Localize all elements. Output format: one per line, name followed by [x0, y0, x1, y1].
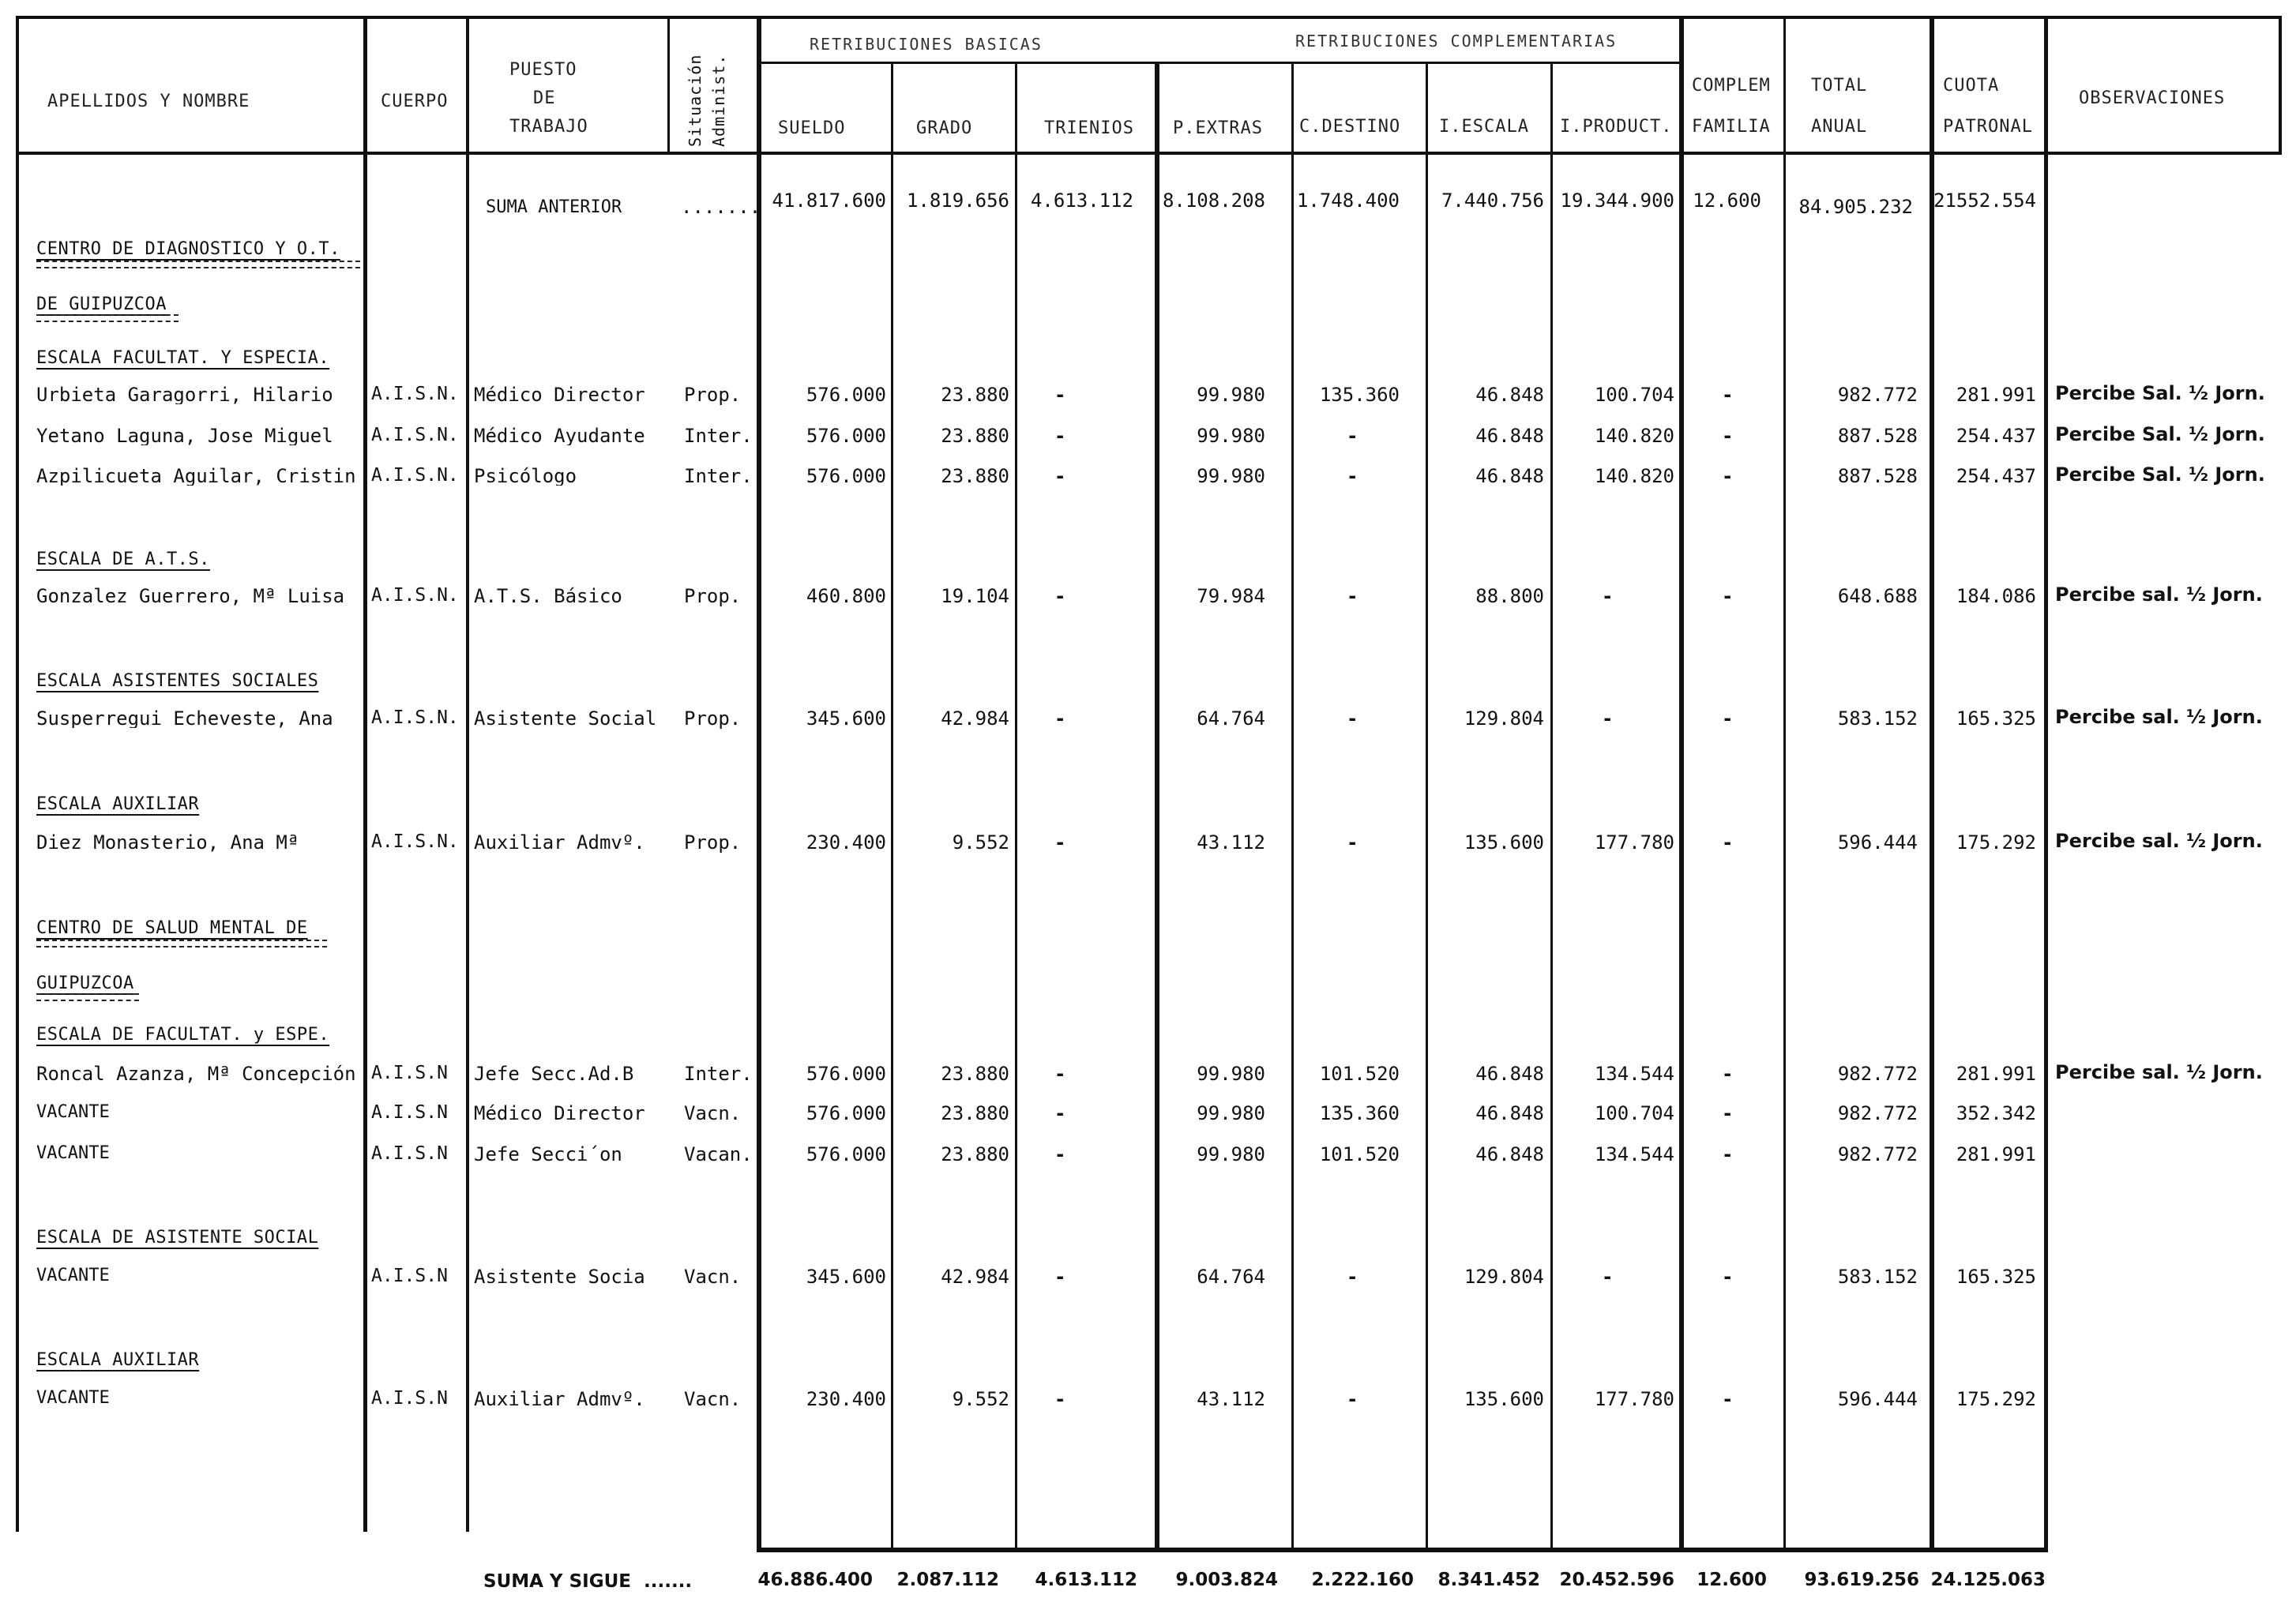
row-grado: 23.880 [941, 1143, 1009, 1165]
row-total: 982.772 [1837, 384, 1918, 406]
section-centro-diagnostico: CENTRO DE DIAGNOSTICO Y O.T. [36, 239, 340, 259]
row-complem-dash: - [1722, 425, 1734, 447]
escala-auxiliar-1: ESCALA AUXILIAR [36, 794, 200, 814]
row-cdestino-dash: - [1347, 1388, 1358, 1410]
row-situacion: Prop. [684, 585, 742, 607]
row-cuerpo: A.I.S.N. [371, 385, 459, 403]
row-trienios-dash: - [1054, 831, 1066, 854]
col-header-situacion-2: Administ. [709, 54, 728, 147]
row-nombre: Yetano Laguna, Jose Miguel [36, 426, 333, 445]
col-header-total-1: TOTAL [1811, 76, 1868, 96]
row-puesto: A.T.S. Básico [474, 587, 622, 606]
section-centro-salud-mental: CENTRO DE SALUD MENTAL DE [36, 918, 308, 938]
row-total: 982.772 [1837, 1063, 1918, 1085]
row-sueldo: 230.400 [806, 831, 886, 854]
row-total: 887.528 [1837, 465, 1918, 487]
row-puesto: Psicólogo [474, 467, 577, 486]
suma-sigue-total: 93.619.256 [1804, 1570, 1919, 1590]
row-grado: 23.880 [941, 384, 1009, 406]
col-header-puesto-3: TRABAJO [509, 117, 588, 137]
col-header-c-destino: C.DESTINO [1299, 117, 1401, 137]
row-complem-dash: - [1722, 707, 1734, 730]
col-header-cuota-2: PATRONAL [1943, 117, 2033, 137]
suma-sigue-cdestino: 2.222.160 [1311, 1570, 1414, 1590]
col-header-trienios: TRIENIOS [1044, 118, 1134, 138]
col-header-apellidos: APELLIDOS Y NOMBRE [47, 92, 250, 111]
row-nombre: VACANTE [36, 1390, 110, 1407]
row-cdestino: 135.360 [1319, 1102, 1400, 1124]
group-header-basicas: RETRIBUCIONES BASICAS [810, 35, 1043, 54]
row-cuota: 352.342 [1956, 1102, 2036, 1124]
suma-anterior-cdestino: 1.748.400 [1296, 189, 1400, 212]
row-total: 982.772 [1837, 1102, 1918, 1124]
row-complem-dash: - [1722, 1266, 1734, 1288]
section-centro-diagnostico-2: DE GUIPUZCOA [36, 295, 167, 314]
row-trienios-dash: - [1054, 585, 1066, 607]
suma-sigue-cuota: 24.125.063 [1930, 1570, 2046, 1590]
row-nombre: Urbieta Garagorri, Hilario [36, 385, 333, 404]
row-puesto: Auxiliar Admvº. [474, 1390, 645, 1409]
row-sueldo: 576.000 [806, 1143, 886, 1165]
col-header-puesto-1: PUESTO [509, 60, 577, 80]
row-trienios-dash: - [1054, 425, 1066, 447]
row-complem-dash: - [1722, 585, 1734, 607]
row-puesto: Médico Director [474, 1104, 645, 1123]
row-iproduct: 177.780 [1594, 1388, 1674, 1410]
suma-sigue-sueldo: 46.886.400 [757, 1570, 873, 1590]
row-puesto: Jefe Secc.Ad.B [474, 1064, 634, 1083]
row-iproduct: 100.704 [1594, 1102, 1674, 1124]
row-grado: 23.880 [941, 1102, 1009, 1124]
suma-sigue-label: SUMA Y SIGUE [483, 1571, 631, 1592]
suma-sigue-pextras: 9.003.824 [1175, 1570, 1278, 1590]
row-cuota: 281.991 [1956, 1143, 2036, 1165]
row-nombre: Diez Monasterio, Ana Mª [36, 833, 299, 852]
row-nombre: Roncal Azanza, Mª Concepción [36, 1064, 356, 1083]
escala-facultat-2: ESCALA DE FACULTAT. y ESPE. [36, 1025, 330, 1045]
row-iproduct: 140.820 [1594, 465, 1674, 487]
row-puesto: Asistente Social [474, 709, 657, 728]
row-sueldo: 230.400 [806, 1388, 886, 1410]
suma-sigue-iescala: 8.341.452 [1437, 1570, 1540, 1590]
escala-ats: ESCALA DE A.T.S. [36, 550, 210, 569]
escala-asistente-social: ESCALA DE ASISTENTE SOCIAL [36, 1228, 319, 1248]
suma-anterior-iescala: 7.440.756 [1441, 189, 1544, 212]
row-situacion: Vacan. [684, 1143, 753, 1165]
row-situacion: Inter. [684, 425, 753, 447]
row-iproduct: 140.820 [1594, 425, 1674, 447]
suma-sigue-complem: 12.600 [1697, 1570, 1767, 1590]
row-puesto: Auxiliar Admvº. [474, 833, 645, 852]
row-trienios-dash: - [1054, 1063, 1066, 1085]
row-situacion: Prop. [684, 707, 742, 730]
row-iescala: 46.848 [1475, 1063, 1544, 1085]
row-complem-dash: - [1722, 1063, 1734, 1085]
escala-facultat-1: ESCALA FACULTAT. Y ESPECIA. [36, 348, 330, 368]
escala-asistentes-sociales: ESCALA ASISTENTES SOCIALES [36, 671, 319, 691]
col-header-i-product: I.PRODUCT. [1560, 117, 1673, 137]
row-observaciones: Percibe Sal. ½ Jorn. [2055, 423, 2265, 445]
row-situacion: Vacn. [684, 1102, 742, 1124]
escala-auxiliar-2: ESCALA AUXILIAR [36, 1350, 200, 1370]
row-puesto: Médico Director [474, 385, 645, 404]
row-iescala: 129.804 [1464, 1266, 1544, 1288]
suma-anterior-complem: 12.600 [1693, 189, 1761, 212]
row-pextras: 99.980 [1197, 465, 1265, 487]
row-cuota: 184.086 [1956, 585, 2036, 607]
row-grado: 42.984 [941, 1266, 1009, 1288]
col-header-complem-2: FAMILIA [1692, 117, 1771, 137]
row-trienios-dash: - [1054, 1388, 1066, 1410]
col-header-total-2: ANUAL [1811, 117, 1868, 137]
col-header-situacion-1: Situación [686, 54, 705, 147]
row-cuota: 281.991 [1956, 1063, 2036, 1085]
row-trienios-dash: - [1054, 1102, 1066, 1124]
row-pextras: 79.984 [1197, 585, 1265, 607]
col-header-complem-1: COMPLEM [1692, 76, 1771, 96]
row-nombre: VACANTE [36, 1145, 110, 1162]
row-total: 596.444 [1837, 1388, 1918, 1410]
col-header-sueldo: SUELDO [778, 118, 846, 138]
row-total: 887.528 [1837, 425, 1918, 447]
row-situacion: Prop. [684, 384, 742, 406]
suma-anterior-dots: ....... [681, 196, 761, 218]
row-grado: 23.880 [941, 425, 1009, 447]
row-complem-dash: - [1722, 384, 1734, 406]
suma-anterior-trienios: 4.613.112 [1030, 189, 1133, 212]
row-puesto: Jefe Secci´on [474, 1145, 622, 1164]
row-cdestino-dash: - [1347, 707, 1358, 730]
row-iescala: 46.848 [1475, 384, 1544, 406]
row-cuerpo: A.I.S.N [371, 1104, 448, 1122]
row-cuerpo: A.I.S.N [371, 1267, 448, 1285]
row-pextras: 99.980 [1197, 425, 1265, 447]
row-cuota: 281.991 [1956, 384, 2036, 406]
suma-anterior-cuota: 21552.554 [1933, 189, 2036, 212]
row-cuerpo: A.I.S.N. [371, 426, 459, 445]
row-observaciones: Percibe sal. ½ Jorn. [2055, 706, 2263, 728]
row-cdestino: 101.520 [1319, 1143, 1400, 1165]
col-header-puesto-2: DE [533, 88, 556, 108]
row-complem-dash: - [1722, 465, 1734, 487]
row-grado: 23.880 [941, 1063, 1009, 1085]
row-observaciones: Percibe Sal. ½ Jorn. [2055, 463, 2265, 486]
row-cuota: 175.292 [1956, 831, 2036, 854]
row-sueldo: 576.000 [806, 465, 886, 487]
row-cuerpo: A.I.S.N. [371, 833, 459, 851]
row-cuerpo: A.I.S.N. [371, 587, 459, 605]
col-header-observaciones: OBSERVACIONES [2079, 88, 2226, 108]
row-sueldo: 576.000 [806, 1063, 886, 1085]
row-cuota: 254.437 [1956, 425, 2036, 447]
row-cdestino: 135.360 [1319, 384, 1400, 406]
row-grado: 42.984 [941, 707, 1009, 730]
suma-anterior-label: SUMA ANTERIOR [486, 197, 622, 217]
row-observaciones: Percibe sal. ½ Jorn. [2055, 830, 2263, 852]
row-observaciones: Percibe sal. ½ Jorn. [2055, 583, 2263, 606]
row-cdestino-dash: - [1347, 1266, 1358, 1288]
row-iescala: 46.848 [1475, 1143, 1544, 1165]
row-total: 583.152 [1837, 707, 1918, 730]
row-sueldo: 460.800 [806, 585, 886, 607]
row-situacion: Inter. [684, 1063, 753, 1085]
row-nombre: VACANTE [36, 1104, 110, 1121]
row-grado: 23.880 [941, 465, 1009, 487]
row-observaciones: Percibe sal. ½ Jorn. [2055, 1061, 2263, 1083]
row-pextras: 99.980 [1197, 384, 1265, 406]
row-cuota: 165.325 [1956, 707, 2036, 730]
row-trienios-dash: - [1054, 1266, 1066, 1288]
row-complem-dash: - [1722, 1388, 1734, 1410]
row-nombre: VACANTE [36, 1267, 110, 1285]
row-cdestino-dash: - [1347, 465, 1358, 487]
row-pextras: 99.980 [1197, 1102, 1265, 1124]
row-puesto: Médico Ayudante [474, 426, 645, 445]
row-complem-dash: - [1722, 831, 1734, 854]
suma-sigue-trienios: 4.613.112 [1035, 1570, 1137, 1590]
row-cdestino: 101.520 [1319, 1063, 1400, 1085]
row-iescala: 135.600 [1464, 1388, 1544, 1410]
row-pextras: 64.764 [1197, 707, 1265, 730]
row-cuerpo: A.I.S.N. [371, 709, 459, 727]
row-iescala: 46.848 [1475, 465, 1544, 487]
row-puesto: Asistente Socia [474, 1267, 645, 1286]
suma-sigue-dots: ....... [644, 1571, 693, 1592]
row-iproduct-dash: - [1602, 585, 1614, 607]
row-pextras: 43.112 [1197, 831, 1265, 854]
row-cuerpo: A.I.S.N [371, 1064, 448, 1083]
row-nombre: Azpilicueta Aguilar, Cristin [36, 467, 356, 486]
row-nombre: Gonzalez Guerrero, Mª Luisa [36, 587, 345, 606]
row-total: 648.688 [1837, 585, 1918, 607]
row-nombre: Susperregui Echeveste, Ana [36, 709, 333, 728]
row-pextras: 43.112 [1197, 1388, 1265, 1410]
row-situacion: Prop. [684, 831, 742, 854]
row-sueldo: 345.600 [806, 707, 886, 730]
row-iescala: 129.804 [1464, 707, 1544, 730]
suma-anterior-sueldo: 41.817.600 [772, 189, 886, 212]
row-complem-dash: - [1722, 1102, 1734, 1124]
row-total: 596.444 [1837, 831, 1918, 854]
col-header-cuota-1: CUOTA [1943, 76, 2000, 96]
row-pextras: 99.980 [1197, 1143, 1265, 1165]
row-grado: 9.552 [952, 1388, 1009, 1410]
group-header-complementarias: RETRIBUCIONES COMPLEMENTARIAS [1295, 32, 1618, 51]
suma-sigue-iproduct: 20.452.596 [1559, 1570, 1674, 1590]
suma-anterior-grado: 1.819.656 [906, 189, 1009, 212]
row-situacion: Vacn. [684, 1266, 742, 1288]
row-trienios-dash: - [1054, 707, 1066, 730]
row-iproduct: 134.544 [1594, 1143, 1674, 1165]
section-centro-salud-mental-2: GUIPUZCOA [36, 974, 134, 993]
row-iescala: 46.848 [1475, 1102, 1544, 1124]
row-trienios-dash: - [1054, 465, 1066, 487]
row-iproduct: 177.780 [1594, 831, 1674, 854]
row-grado: 19.104 [941, 585, 1009, 607]
row-total: 982.772 [1837, 1143, 1918, 1165]
row-total: 583.152 [1837, 1266, 1918, 1288]
row-cdestino-dash: - [1347, 585, 1358, 607]
row-iproduct: 100.704 [1594, 384, 1674, 406]
suma-anterior-total: 84.905.232 [1798, 196, 1913, 218]
row-cuota: 165.325 [1956, 1266, 2036, 1288]
suma-anterior-pextras: 8.108.208 [1162, 189, 1265, 212]
row-iescala: 135.600 [1464, 831, 1544, 854]
row-cuota: 175.292 [1956, 1388, 2036, 1410]
row-cuerpo: A.I.S.N [371, 1145, 448, 1163]
col-header-p-extras: P.EXTRAS [1173, 118, 1263, 138]
row-cuerpo: A.I.S.N [371, 1390, 448, 1408]
row-cuerpo: A.I.S.N. [371, 467, 459, 485]
row-trienios-dash: - [1054, 384, 1066, 406]
suma-sigue-grado: 2.087.112 [896, 1570, 999, 1590]
row-grado: 9.552 [952, 831, 1009, 854]
row-observaciones: Percibe Sal. ½ Jorn. [2055, 382, 2265, 404]
col-header-grado: GRADO [916, 118, 973, 138]
row-cuota: 254.437 [1956, 465, 2036, 487]
row-cdestino-dash: - [1347, 831, 1358, 854]
row-trienios-dash: - [1054, 1143, 1066, 1165]
suma-anterior-iproduct: 19.344.900 [1560, 189, 1674, 212]
row-cdestino-dash: - [1347, 425, 1358, 447]
row-iproduct-dash: - [1602, 1266, 1614, 1288]
row-sueldo: 345.600 [806, 1266, 886, 1288]
row-iproduct: 134.544 [1594, 1063, 1674, 1085]
row-iescala: 46.848 [1475, 425, 1544, 447]
row-situacion: Inter. [684, 465, 753, 487]
row-pextras: 64.764 [1197, 1266, 1265, 1288]
row-complem-dash: - [1722, 1143, 1734, 1165]
col-header-i-escala: I.ESCALA [1439, 117, 1529, 137]
row-iproduct-dash: - [1602, 707, 1614, 730]
row-sueldo: 576.000 [806, 384, 886, 406]
row-iescala: 88.800 [1475, 585, 1544, 607]
row-sueldo: 576.000 [806, 425, 886, 447]
col-header-cuerpo: CUERPO [381, 92, 449, 111]
row-pextras: 99.980 [1197, 1063, 1265, 1085]
row-sueldo: 576.000 [806, 1102, 886, 1124]
row-situacion: Vacn. [684, 1388, 742, 1410]
